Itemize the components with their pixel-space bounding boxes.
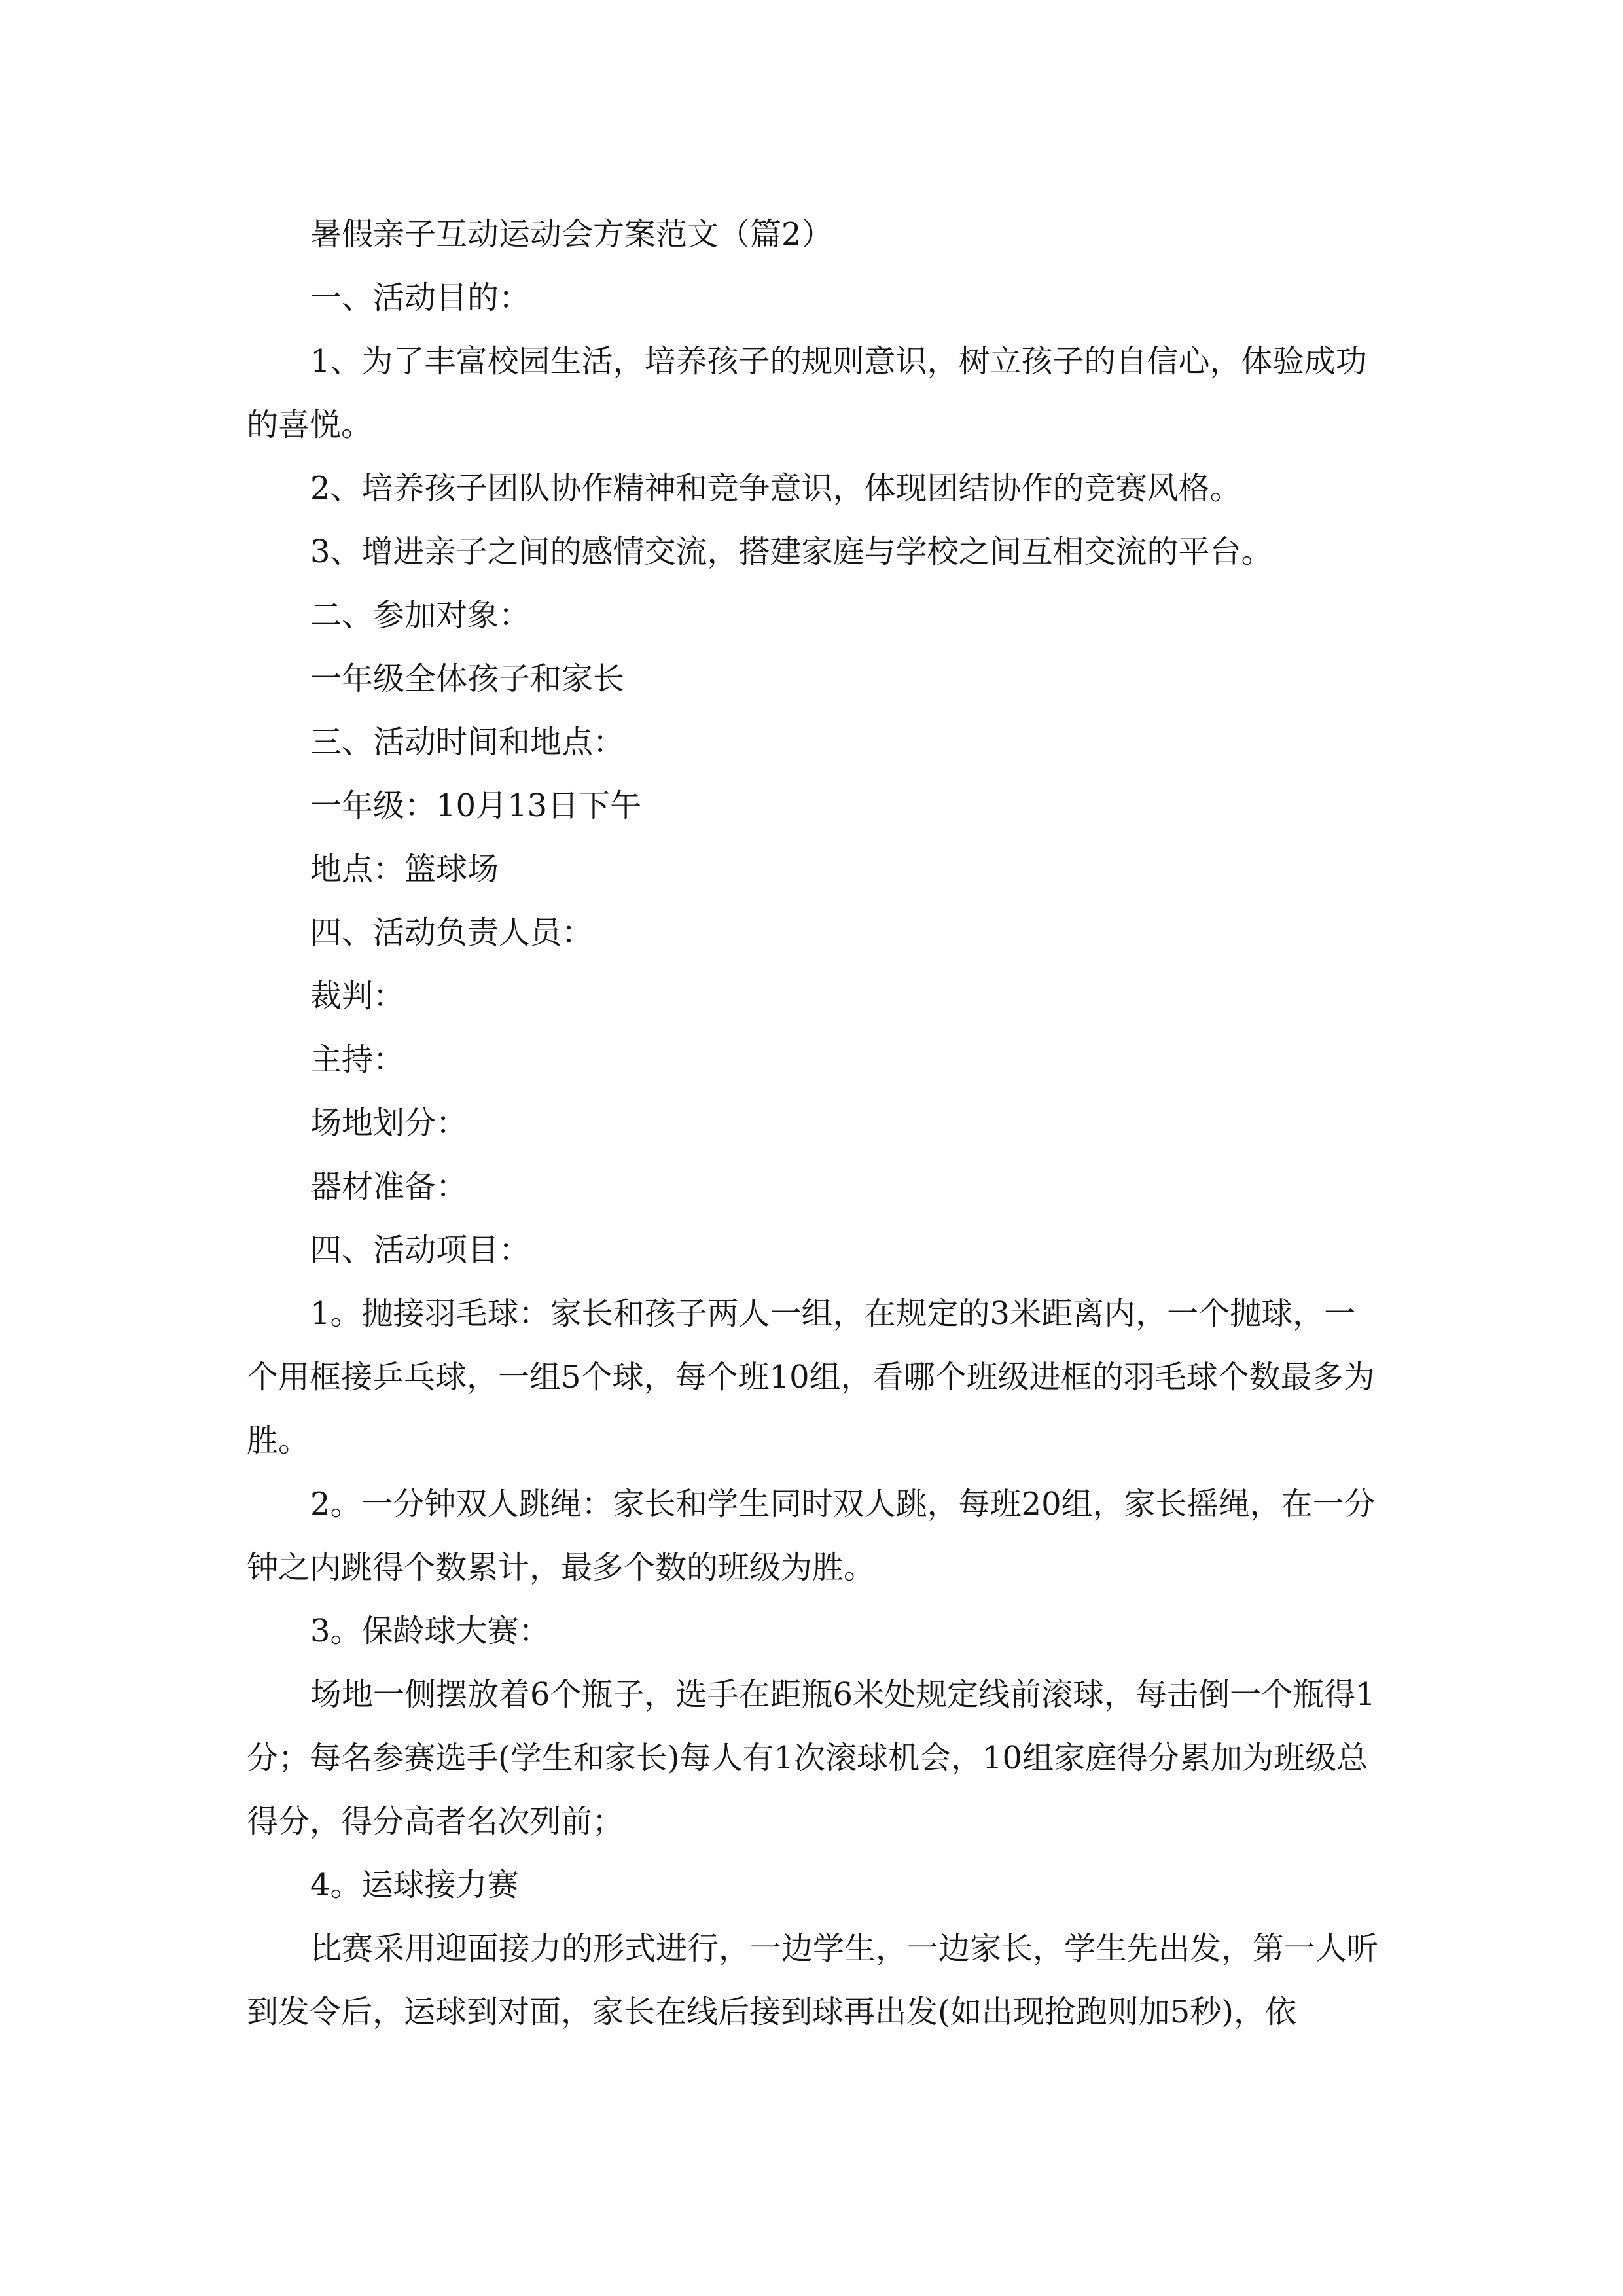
event-item-4-text: 比赛采用迎面接力的形式进行，一边学生，一边家长，学生先出发，第一人听到发令后，运球到对面，家长在线后接到球再出发(如出现抢跑则加5秒)，依 [247, 1930, 1379, 2030]
purpose-item-3: 3、增进亲子之间的感情交流，搭建家庭与学校之间互相交流的平台。 [310, 533, 1273, 570]
staff-role-host: 主持： [310, 1041, 405, 1078]
section-heading-staff: 四、活动负责人员： [310, 914, 594, 951]
participants-text: 一年级全体孩子和家长 [310, 660, 625, 697]
event-time: 一年级：10月13日下午 [310, 787, 642, 824]
section-heading-time-place: 三、活动时间和地点： [310, 724, 625, 761]
section-heading-purpose: 一、活动目的： [310, 279, 531, 316]
purpose-item-2: 2、培养孩子团队协作精神和竞争意识，体现团结协作的竞赛风格。 [310, 470, 1241, 507]
event-item-2: 2。一分钟双人跳绳：家长和学生同时双人跳，每班20组，家长摇绳，在一分钟之内跳得个数累计，最多个数的班级为胜。 [247, 1486, 1376, 1586]
event-item-3-text: 场地一侧摆放着6个瓶子，选手在距瓶6米处规定线前滚球，每击倒一个瓶得1分；每名参赛选手(学生和家长)每人有1次滚球机会，10组家庭得分累加为班级总得分，得分高者名次列前； [247, 1676, 1376, 1840]
staff-role-venue: 场地划分： [310, 1105, 468, 1141]
purpose-item-1: 1、为了丰富校园生活，培养孩子的规则意识，树立孩子的自信心，体验成功的喜悦。 [247, 343, 1367, 443]
document-body [247, 203, 1385, 2044]
staff-role-referee: 裁判： [310, 978, 405, 1014]
staff-role-equipment: 器材准备： [310, 1168, 468, 1205]
section-heading-participants: 二、参加对象： [310, 597, 531, 634]
section-heading-events: 四、活动项目： [310, 1232, 531, 1268]
event-place: 地点：篮球场 [310, 851, 499, 888]
event-item-4-title: 4。运球接力赛 [310, 1867, 519, 1903]
event-item-3-title: 3。保龄球大赛： [310, 1613, 550, 1649]
document-title: 暑假亲子互动运动会方案范文（篇2） [310, 216, 833, 253]
event-item-1: 1。抛接羽毛球：家长和孩子两人一组，在规定的3米距离内，一个抛球，一个用框接乒乓球，一组5个球，每个班10组，看哪个班级进框的羽毛球个数最多为胜。 [247, 1295, 1375, 1459]
